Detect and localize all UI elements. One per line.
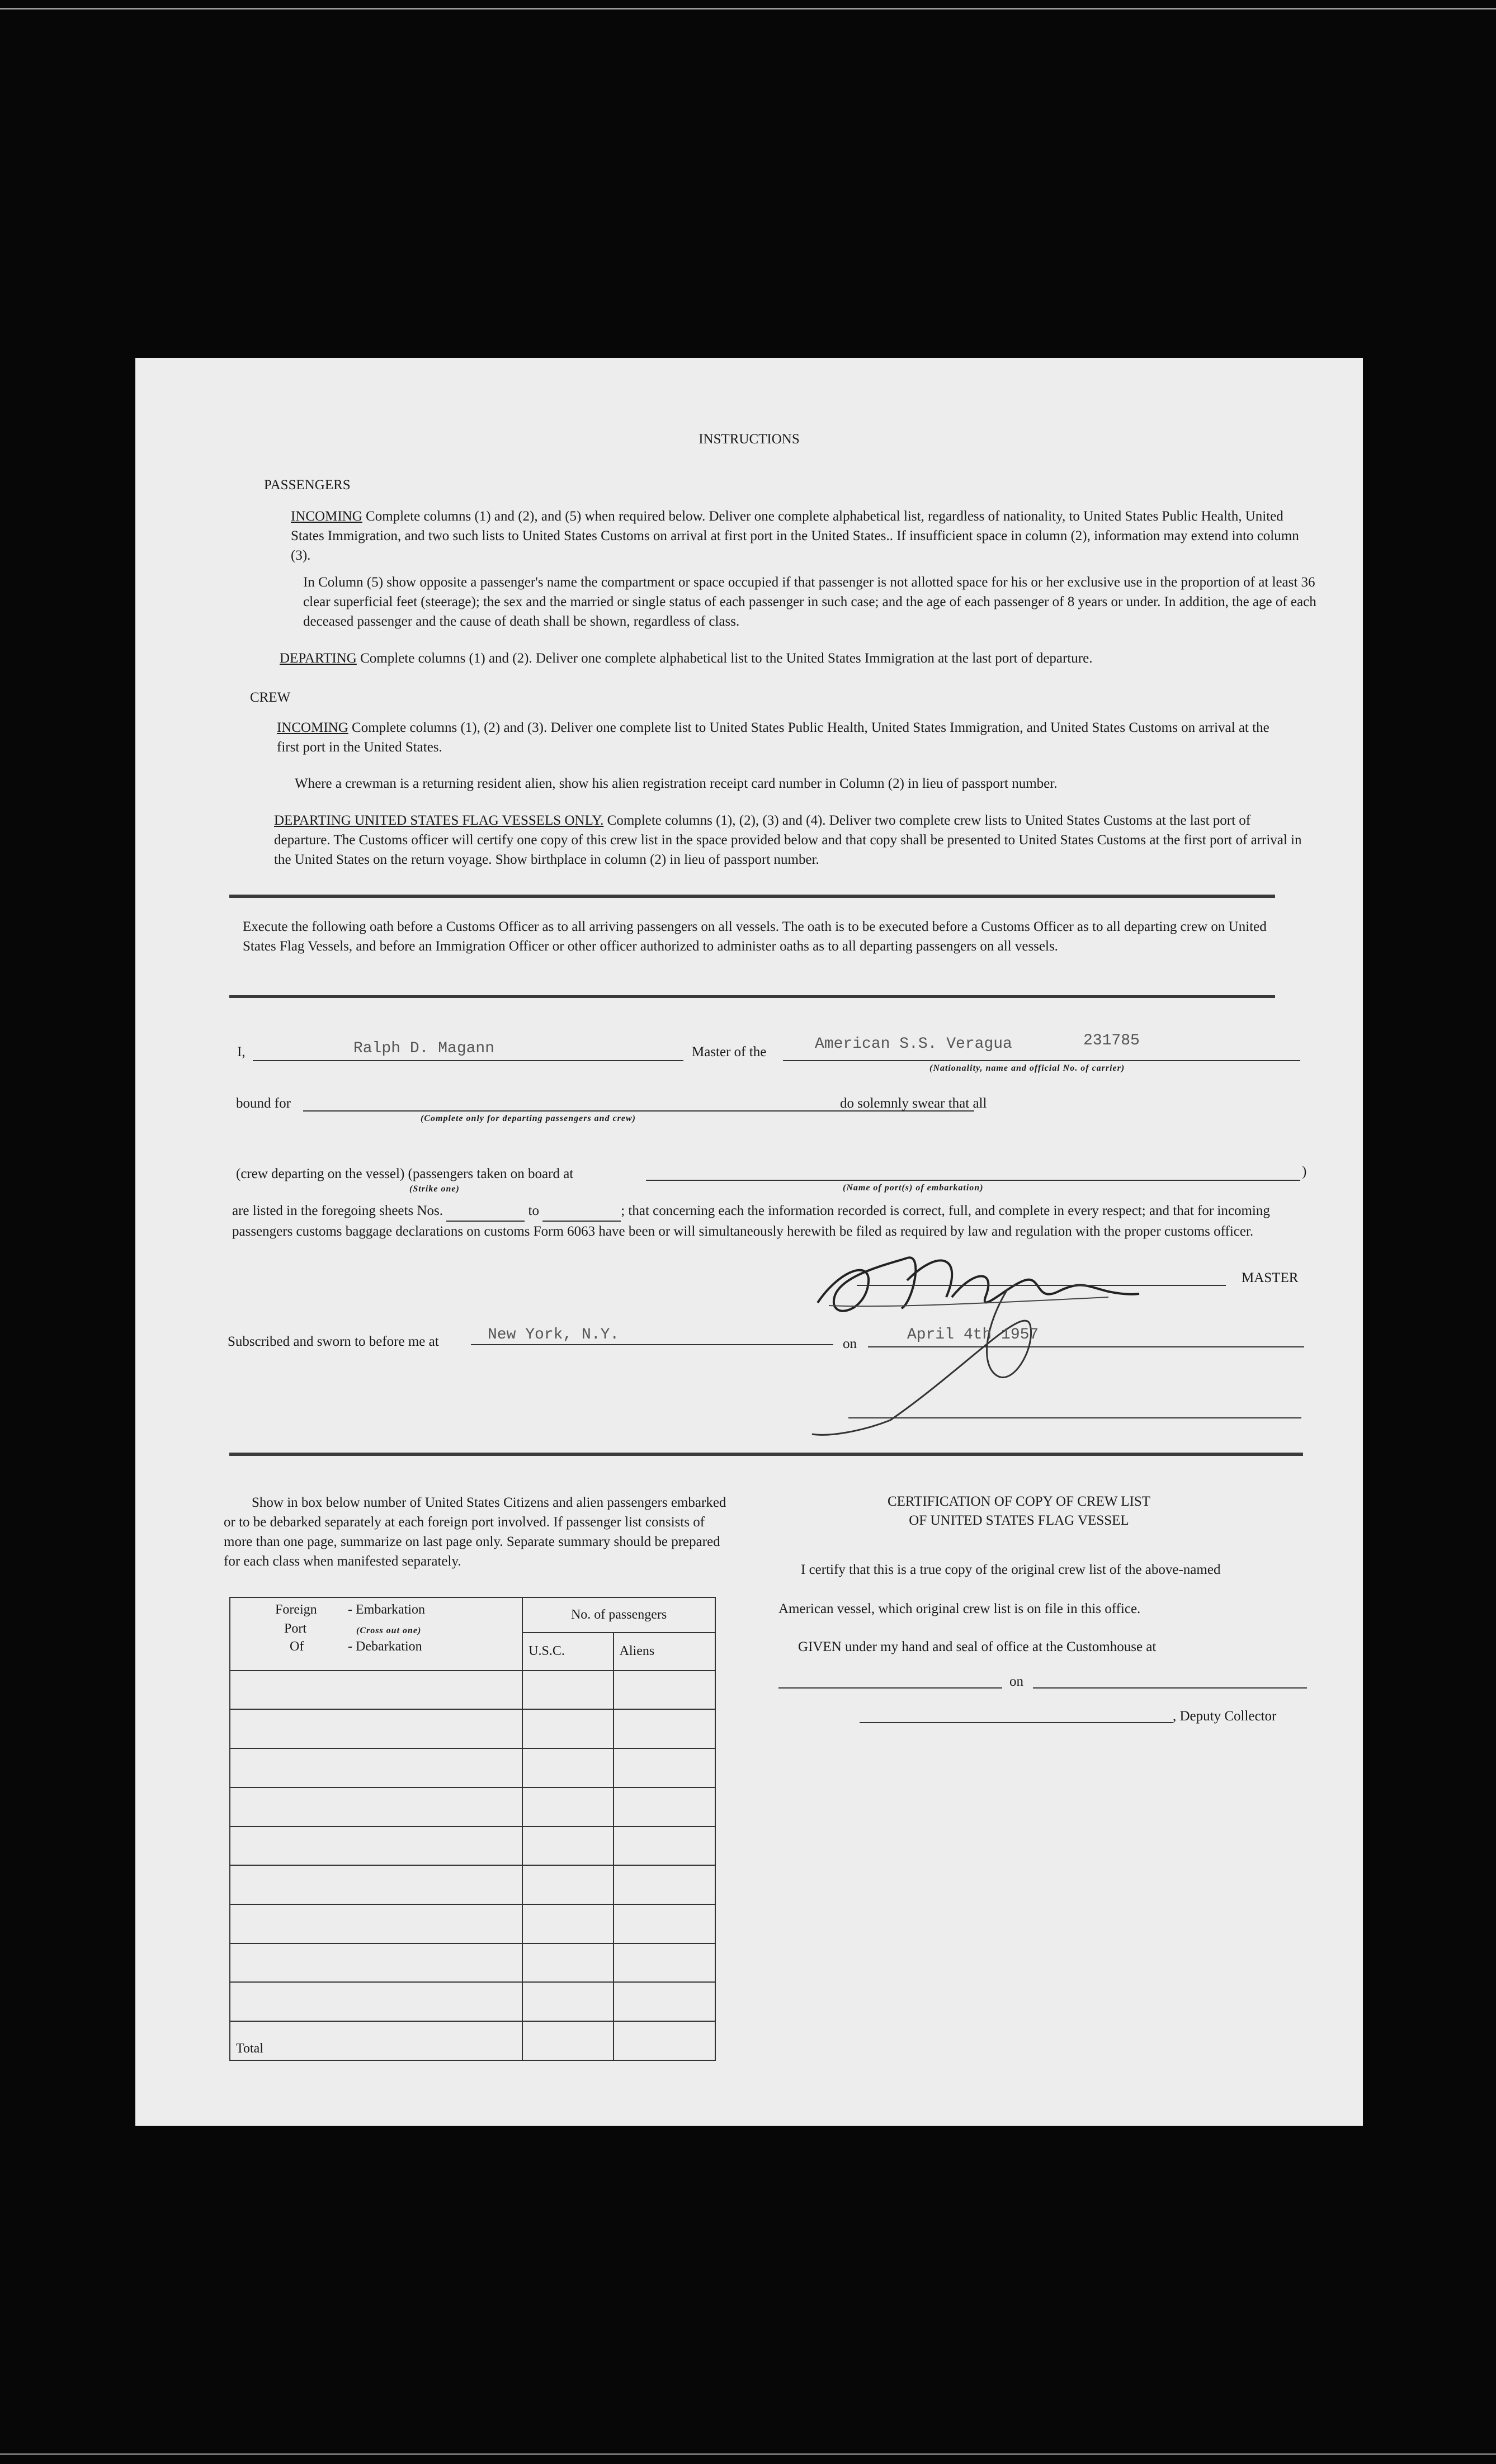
summary-instructions: Show in box below number of United States Citizens and alien passengers embarked or to be debarked separately at each foreign port involved. If passenger list consists of more than one page, summarize on last page only. Separate summary should be prepared for each class when manifested separately. bbox=[224, 1495, 726, 1569]
bound-for-label: bound for bbox=[236, 1096, 291, 1111]
embarkation-port-line bbox=[646, 1180, 1300, 1181]
column5-instructions: In Column (5) show opposite a passenger's name the compartment or space occupied if that passenger is not allotted space for his or her exclusive use in the proportion of at least 36 clear superficial feet (steerage); the sex and the married or single status of each passenger in such case; and the age of each passenger of 8 years or under. In addition, the age of each deceased passenger and the cause of death shall be shown, regardless of class. bbox=[303, 575, 1316, 629]
strike-caption: (Strike one) bbox=[409, 1184, 460, 1194]
sworn-place-line bbox=[471, 1344, 833, 1345]
subscribed-label: Subscribed and sworn to before me at bbox=[228, 1334, 439, 1349]
flag-vessels-label: DEPARTING UNITED STATES FLAG VESSELS ONLY. bbox=[274, 813, 604, 828]
table-row bbox=[230, 1787, 715, 1827]
instructions-title: INSTRUCTIONS bbox=[699, 432, 800, 447]
sworn-date-value: April 4th 1957 bbox=[907, 1326, 1039, 1344]
passengers-incoming bbox=[291, 507, 1309, 565]
table-row bbox=[230, 1748, 715, 1787]
table-row-total bbox=[230, 2021, 715, 2060]
table-row bbox=[230, 1982, 715, 2021]
officer-signature-line bbox=[848, 1417, 1301, 1418]
port-caption: (Name of port(s) of embarkation) bbox=[843, 1183, 984, 1193]
listed-text-2: ; that concerning each the information recorded is correct, full, and complete in every respect; and bbox=[621, 1203, 1170, 1218]
master-signature-line bbox=[857, 1285, 1226, 1286]
customhouse-line bbox=[778, 1687, 1002, 1689]
col-foreign: Foreign bbox=[275, 1602, 317, 1617]
usc-header-cell: U.S.C. bbox=[522, 1633, 613, 1671]
aliens-header-cell: Aliens bbox=[613, 1633, 715, 1671]
table-row bbox=[230, 1943, 715, 1983]
flag-vessels-text: Complete columns (1), (2), (3) and (4). Deliver two complete crew lists to United States Customs at the last port of departure. The Customs officer will certify one copy of this crew list in the space provided below and that copy shall be presented to United States Customs at the first port of arrival in the United States on the return voyage. Show birthplace in column (2) in lieu of passport number. bbox=[274, 813, 1302, 867]
close-paren: ) bbox=[1302, 1164, 1307, 1179]
passengers-departing bbox=[280, 649, 1342, 668]
passengers-header-cell: No. of passengers bbox=[522, 1597, 715, 1633]
flag-vessels-instructions bbox=[274, 811, 1303, 869]
deputy-signature-line bbox=[860, 1722, 1173, 1723]
passengers-departing-text: Complete columns (1) and (2). Deliver one complete alphabetical list to the United States Immigration at the last port of departure. bbox=[360, 651, 1093, 666]
swear-text: do solemnly swear that all bbox=[840, 1096, 987, 1111]
divider-1 bbox=[229, 895, 1275, 898]
certification-title-1: CERTIFICATION OF COPY OF CREW LIST bbox=[887, 1494, 1151, 1509]
total-label: Total bbox=[230, 2021, 522, 2060]
vessel-line bbox=[783, 1060, 1300, 1061]
vessel-value: American S.S. Veragua bbox=[815, 1035, 1012, 1053]
master-name-value: Ralph D. Magann bbox=[353, 1040, 495, 1057]
document-page bbox=[135, 358, 1363, 2126]
sheet-from-line bbox=[446, 1201, 525, 1222]
strike-text: (crew departing on the vessel) (passengers taken on board at bbox=[236, 1166, 574, 1181]
listed-text-3: that for incoming passengers customs baggage declarations on customs Form 6063 have been or will simultaneously herewith be filed as required by law and regulation with the proper customs officer. bbox=[232, 1203, 1270, 1239]
master-of-label: Master of the bbox=[692, 1044, 767, 1060]
sworn-place-value: New York, N.Y. bbox=[488, 1326, 620, 1344]
table-row bbox=[230, 1827, 715, 1866]
passengers-incoming-label: INCOMING bbox=[291, 509, 362, 524]
listed-text-1: are listed in the foregoing sheets Nos. bbox=[232, 1203, 443, 1218]
certify-line-2: American vessel, which original crew list is on file in this office. bbox=[778, 1601, 1141, 1616]
divider-3 bbox=[229, 1453, 1303, 1456]
certification-title-2: OF UNITED STATES FLAG VESSEL bbox=[909, 1513, 1129, 1528]
official-no-value: 231785 bbox=[1083, 1032, 1140, 1049]
scan-edge-bottom bbox=[0, 2453, 1496, 2455]
divider-2 bbox=[229, 995, 1275, 998]
table-row bbox=[230, 1904, 715, 1943]
crew-incoming-label: INCOMING bbox=[277, 720, 348, 735]
port-header-cell bbox=[230, 1597, 522, 1671]
table-row bbox=[230, 1671, 715, 1710]
passengers-incoming-text: Complete columns (1) and (2), and (5) when required below. Deliver one complete alphabetical list, regardless of nationality, to United States Public Health, United States Immigration, and two such lists to United States Customs on arrival at first port in the United States.. If insufficient space in column (2), information may extend into column (3). bbox=[291, 509, 1299, 563]
col-embarkation: - Embarkation bbox=[348, 1602, 425, 1617]
cross-out-note: (Cross out one) bbox=[356, 1626, 422, 1635]
crewman-note: Where a crewman is a returning resident alien, show his alien registration receipt card number in Column (2) in lieu of passport number. bbox=[295, 776, 1058, 791]
oath-intro: Execute the following oath before a Customs Officer as to all arriving passengers on all vessels. The oath is to be executed before a Customs Officer as to all departing crew on United States Flag Vessels, and before an Immigration Officer or other officer authorized to administer oaths as to all departing passengers on all vessels. bbox=[243, 919, 1267, 954]
passengers-heading: PASSENGERS bbox=[264, 477, 351, 493]
sworn-on-label: on bbox=[843, 1336, 857, 1351]
sworn-date-line bbox=[868, 1346, 1304, 1347]
table-row bbox=[230, 1865, 715, 1904]
sheet-to-line bbox=[542, 1201, 621, 1222]
crew-heading: CREW bbox=[250, 690, 291, 705]
oath-i-label: I, bbox=[237, 1044, 246, 1060]
vessel-caption: (Nationality, name and official No. of carrier) bbox=[929, 1063, 1125, 1073]
passengers-departing-label: DEPARTING bbox=[280, 651, 357, 666]
listed-to: to bbox=[528, 1203, 539, 1218]
col-of: Of bbox=[290, 1639, 304, 1654]
master-name-line bbox=[253, 1060, 683, 1061]
master-label: MASTER bbox=[1242, 1270, 1299, 1285]
crew-incoming bbox=[277, 718, 1272, 757]
passenger-summary-table bbox=[229, 1597, 716, 2061]
col-port: Port bbox=[284, 1621, 307, 1636]
crew-incoming-text: Complete columns (1), (2) and (3). Deliver one complete list to United States Public Health, United States Immigration, and United States Customs on arrival at the first port in the United States. bbox=[277, 720, 1270, 755]
scan-edge-top bbox=[0, 8, 1496, 10]
certification-date-line bbox=[1033, 1687, 1307, 1689]
table-row bbox=[230, 1709, 715, 1748]
certify-line-1: I certify that this is a true copy of the original crew list of the above-named bbox=[801, 1562, 1221, 1577]
given-line: GIVEN under my hand and seal of office at the Customhouse at bbox=[798, 1639, 1157, 1654]
deputy-collector-label: , Deputy Collector bbox=[1173, 1709, 1277, 1724]
certification-on-label: on bbox=[1009, 1674, 1023, 1689]
bound-for-caption: (Complete only for departing passengers and crew) bbox=[421, 1114, 636, 1123]
col-debarkation: - Debarkation bbox=[348, 1639, 422, 1654]
